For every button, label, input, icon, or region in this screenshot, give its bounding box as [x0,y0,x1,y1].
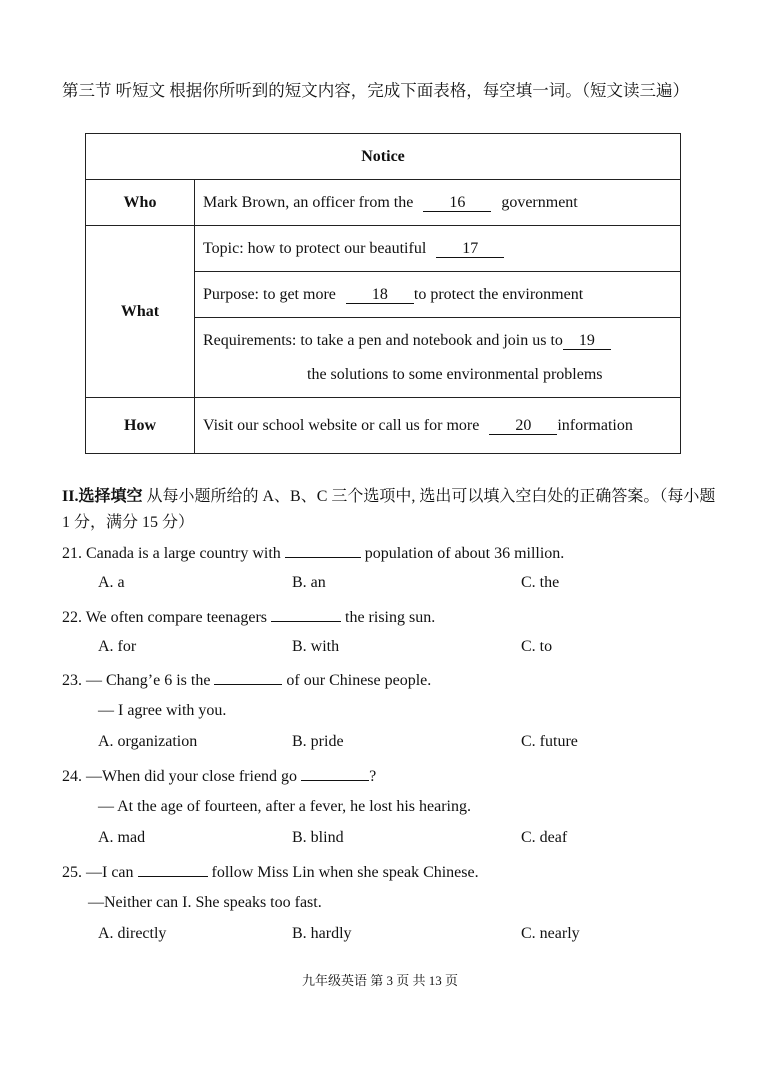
question-text: — Chang’e 6 is the [86,672,211,689]
requirements-text: Requirements: to take a pen and notebook and join us to [203,331,563,349]
answer-blank [214,669,282,685]
option-c: C. to [521,638,553,655]
option-a: A. for [98,638,137,655]
question-number: 22. [62,609,82,626]
who-cell [195,180,681,226]
question-text: —I can [86,864,134,881]
who-after: government [501,193,578,211]
how-text: Visit our school website or call us for more [203,416,480,434]
blank-16: 16 [423,195,491,212]
purpose-after: to protect the environment [413,285,584,303]
blank-19: 19 [563,333,611,350]
blank-20: 20 [489,418,557,435]
what-label: What [86,226,195,398]
topic-cell [195,226,681,272]
question-21 [62,542,564,564]
option-b: B. blind [292,829,344,846]
how-after: information [557,416,633,434]
option-a: A. mad [98,829,146,846]
notice-title: Notice [86,134,681,180]
option-c: C. the [521,574,560,591]
option-c: C. future [521,733,578,750]
question-text-after: population of about 36 million. [364,545,565,562]
option-b: B. with [292,638,340,655]
question-25-reply: —Neither can I. She speaks too fast. [88,894,322,911]
listening-instructions: 第三节 听短文 根据你所听到的短文内容，完成下面表格，每空填一词。（短文读三遍） [62,81,689,100]
option-c: C. nearly [521,925,580,942]
option-b: B. pride [292,733,344,750]
section-2-heading-block [62,484,722,536]
question-24-reply: — At the age of fourteen, after a fever, he lost his hearing. [98,798,471,815]
question-text-after: of our Chinese people. [286,672,432,689]
blank-18: 18 [346,287,414,304]
option-a: A. organization [98,733,198,750]
answer-blank [285,542,361,558]
purpose-cell [195,272,681,318]
who-label: Who [86,180,195,226]
question-text: —When did your close friend go [86,768,298,785]
question-25 [62,861,479,883]
question-text-after: the rising sun. [345,609,436,626]
question-number: 25. [62,864,82,881]
how-label: How [86,398,195,454]
blank-17: 17 [436,241,504,258]
purpose-text: Purpose: to get more [203,285,336,303]
option-b: B. an [292,574,326,591]
section-2-instruction: 从每小题所给的 A、B、C 三个选项中, 选出可以填入空白处的正确答案。（每小题 1 分，满分 15 分） [62,488,716,531]
question-23-reply: — I agree with you. [98,702,227,719]
answer-blank [138,861,208,877]
answer-blank [271,606,341,622]
question-text: We often compare teenagers [85,609,267,626]
page-footer: 九年级英语 第 3 页 共 13 页 [301,973,458,988]
question-text: Canada is a large country with [86,545,281,562]
topic-text: Topic: how to protect our beautiful [203,239,427,257]
notice-table [85,133,681,454]
question-number: 24. [62,768,82,785]
who-text: Mark Brown, an officer from the [203,193,414,211]
question-24 [62,765,376,787]
question-text-after: follow Miss Lin when she speak Chinese. [211,864,479,881]
option-c: C. deaf [521,829,568,846]
requirements-line2: the solutions to some environmental problems [307,365,603,383]
requirements-cell [195,318,681,398]
option-a: A. directly [98,925,167,942]
question-number: 21. [62,545,82,562]
question-22 [62,606,435,628]
how-cell [195,398,681,454]
answer-blank [301,765,369,781]
question-23 [62,669,431,691]
option-b: B. hardly [292,925,352,942]
question-number: 23. [62,672,82,689]
section-2-heading: II.选择填空 [62,488,143,505]
question-text-after: ? [369,768,377,785]
option-a: A. a [98,574,125,591]
